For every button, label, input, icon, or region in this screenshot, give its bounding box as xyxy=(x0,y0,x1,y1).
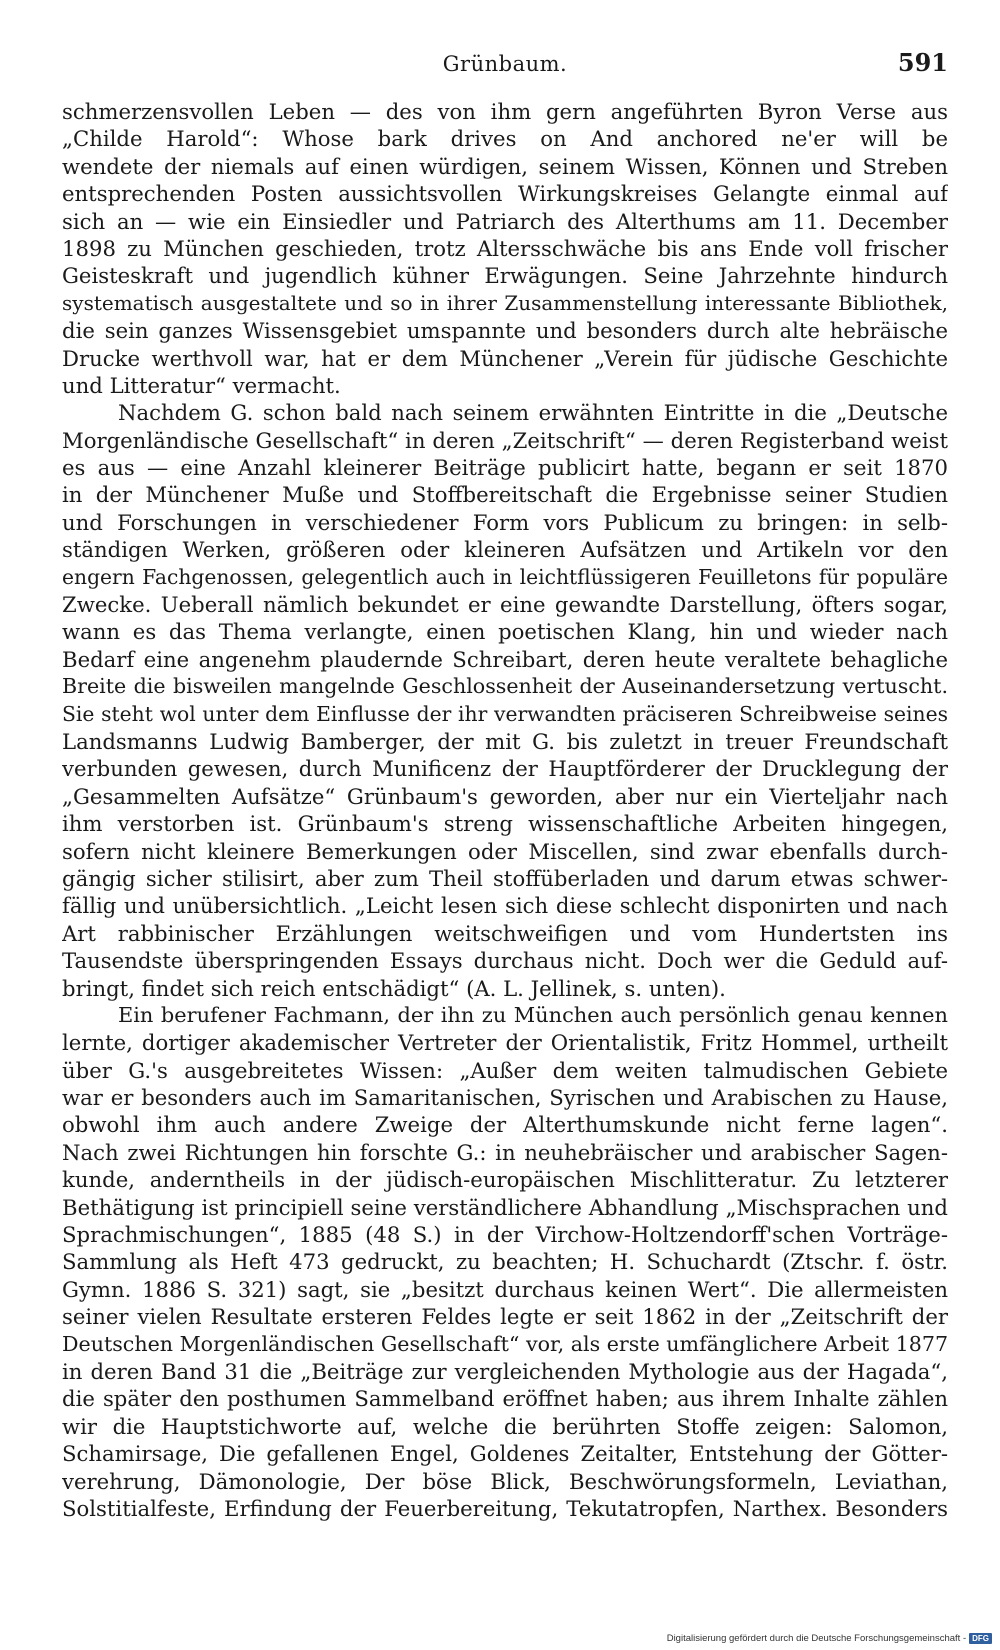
text-line: wann es das Thema verlangte, einen poetischen Klang, hin und wieder nach xyxy=(62,619,948,645)
document-page xyxy=(62,0,948,1650)
text-line: Geisteskraft und jugendlich kühner Erwägungen. Seine Jahrzehnte hindurch xyxy=(62,263,948,289)
page-number: 591 xyxy=(897,48,948,77)
text-line: wendete der niemals auf einen würdigen, seinem Wissen, Können und Streben xyxy=(62,153,948,179)
text-line: „Gesammelten Aufsätze“ Grünbaum's geworden, aber nur ein Vierteljahr nach xyxy=(62,783,948,809)
text-line: verehrung, Dämonologie, Der böse Blick, Beschwörungsformeln, Leviathan, xyxy=(62,1468,948,1494)
text-line: systematisch ausgestaltete und so in ihrer Zusammenstellung interessante Bibliothek, xyxy=(62,290,948,315)
text-line: über G.'s ausgebreitetes Wissen: „Außer dem weiten talmudischen Gebiete xyxy=(62,1057,948,1083)
text-line: schmerzensvollen Leben — des von ihm gern angeführten Byron Verse aus xyxy=(62,99,948,124)
text-line: lernte, dortiger akademischer Vertreter der Orientalistik, Fritz Hommel, urtheilt xyxy=(62,1030,948,1056)
dfg-logo: DFG xyxy=(969,1633,992,1644)
text-line: bringt, findet sich reich entschädigt“ (A. L. Jellinek, s. unten). xyxy=(62,975,726,1001)
text-line: und Litteratur“ vermacht. xyxy=(62,372,341,398)
text-line: Nachdem G. schon bald nach seinem erwähnten Eintritte in die „Deutsche xyxy=(118,400,948,426)
text-line: „Childe Harold“: Whose bark drives on And anchored ne'er will be xyxy=(62,126,948,152)
text-line: war er besonders auch im Samaritanischen, Syrischen und Arabischen zu Hause, xyxy=(62,1085,948,1111)
text-line: Breite die bisweilen mangelnde Geschlossenheit der Auseinandersetzung vertuscht. xyxy=(62,674,948,699)
text-line: Deutschen Morgenländischen Gesellschaft“ vor, als erste umfänglichere Arbeit 1877 xyxy=(62,1331,948,1356)
text-line: in deren Band 31 die „Beiträge zur vergleichenden Mythologie aus der Hagada“, xyxy=(62,1358,948,1384)
text-line: Tausendste überspringenden Essays durchaus nicht. Doch wer die Geduld auf- xyxy=(62,948,948,974)
running-title: Grünbaum. xyxy=(442,52,568,76)
text-line: Gymn. 1886 S. 321) sagt, sie „besitzt durchaus keinen Wert“. Die allermeisten xyxy=(62,1276,948,1302)
text-line: Zwecke. Ueberall nämlich bekundet er eine gewandte Darstellung, öfters sogar, xyxy=(62,592,948,618)
text-line: wir die Hauptstichworte auf, welche die berührten Stoffe zeigen: Salomon, xyxy=(62,1413,948,1439)
body-text xyxy=(62,98,948,1522)
text-line: Solstitialfeste, Erfindung der Feuerbereitung, Tekutatropfen, Narthex. Besonders xyxy=(62,1495,948,1521)
text-line: Bedarf eine angenehm plaudernde Schreibart, deren heute veraltete behagliche xyxy=(62,646,948,672)
text-line: Art rabbinischer Erzählungen weitschweifigen und vom Hundertsten ins xyxy=(62,920,948,946)
text-line: und Forschungen in verschiedener Form vors Publicum zu bringen: in selb- xyxy=(62,509,948,535)
text-line: Landsmanns Ludwig Bamberger, der mit G. bis zuletzt in treuer Freundschaft xyxy=(62,728,948,754)
text-line: Bethätigung ist principiell seine verständlichere Abhandlung „Mischsprachen und xyxy=(62,1194,948,1220)
text-line: seiner vielen Resultate ersteren Feldes legte er seit 1862 in der „Zeitschrift der xyxy=(62,1304,948,1330)
credit-text: Digitalisierung gefördert durch die Deutsche Forschungsgemeinschaft - xyxy=(666,1633,967,1644)
text-line: es aus — eine Anzahl kleinerer Beiträge publicirt hatte, begann er seit 1870 xyxy=(62,455,948,481)
text-line: entsprechenden Posten aussichtsvollen Wirkungskreises Gelangte einmal auf xyxy=(62,181,948,207)
text-line: Sprachmischungen“, 1885 (48 S.) in der Virchow-Holtzendorff'schen Vorträge- xyxy=(62,1222,948,1248)
page-header xyxy=(62,46,948,80)
text-line: kunde, anderntheils in der jüdisch-europäischen Mischlitteratur. Zu letzterer xyxy=(62,1167,948,1193)
text-line: Sie steht wol unter dem Einflusse der ihr verwandten präciseren Schreibweise seines xyxy=(62,701,948,726)
text-line: Morgenländische Gesellschaft“ in deren „Zeitschrift“ — deren Registerband weist xyxy=(62,427,948,453)
text-line: ihm verstorben ist. Grünbaum's streng wissenschaftliche Arbeiten hingegen, xyxy=(62,811,948,837)
text-line: engern Fachgenossen, gelegentlich auch in leichtflüssigeren Feuilletons für populäre xyxy=(62,564,948,589)
text-line: Nach zwei Richtungen hin forschte G.: in neuhebräischer und arabischer Sagen- xyxy=(62,1139,948,1165)
digitization-credit xyxy=(667,1633,992,1644)
text-line: 1898 zu München geschieden, trotz Altersschwäche bis ans Ende voll frischer xyxy=(62,235,948,261)
text-line: gängig sicher stilisirt, aber zum Theil stoffüberladen und darum etwas schwer- xyxy=(62,865,948,891)
text-line: die sein ganzes Wissensgebiet umspannte und besonders durch alte hebräische xyxy=(62,318,948,344)
text-line: Drucke werthvoll war, hat er dem Münchener „Verein für jüdische Geschichte xyxy=(62,345,948,371)
text-line: Sammlung als Heft 473 gedruckt, zu beachten; H. Schuchardt (Ztschr. f. östr. xyxy=(62,1249,948,1275)
text-line: verbunden gewesen, durch Munificenz der Hauptförderer der Drucklegung der xyxy=(62,756,948,782)
text-line: in der Münchener Muße und Stoffbereitschaft die Ergebnisse seiner Studien xyxy=(62,482,948,508)
text-line: sich an — wie ein Einsiedler und Patriarch des Alterthums am 11. December xyxy=(62,208,948,234)
text-line: fällig und unübersichtlich. „Leicht lesen sich diese schlecht disponirten und nach xyxy=(62,893,948,919)
text-line: obwohl ihm auch andere Zweige der Alterthumskunde nicht ferne lagen“. xyxy=(62,1112,948,1138)
text-line: sofern nicht kleinere Bemerkungen oder Miscellen, sind zwar ebenfalls durch- xyxy=(62,838,948,864)
text-line: Ein berufener Fachmann, der ihn zu München auch persönlich genau kennen xyxy=(118,1002,948,1027)
text-line: ständigen Werken, größeren oder kleineren Aufsätzen und Artikeln vor den xyxy=(62,537,948,563)
text-line: die später den posthumen Sammelband eröffnet haben; aus ihrem Inhalte zählen xyxy=(62,1386,948,1412)
text-line: Schamirsage, Die gefallenen Engel, Goldenes Zeitalter, Entstehung der Götter- xyxy=(62,1441,948,1467)
